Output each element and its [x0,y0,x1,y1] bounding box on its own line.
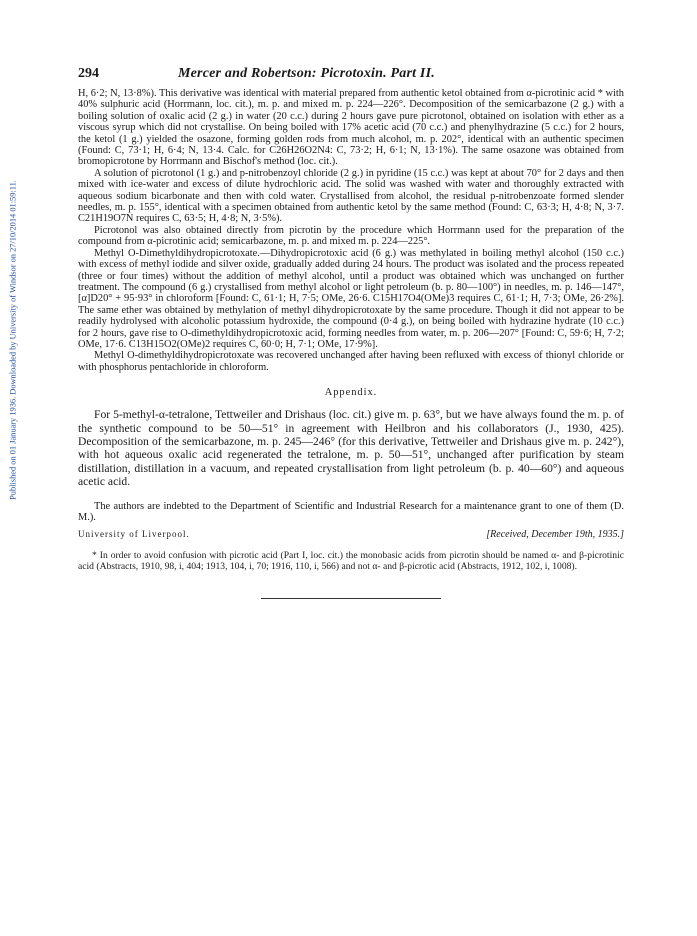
paragraph-methyl-ether: Methyl O-Dimethyldihydropicrotoxate.—Dihydropicrotoxic acid (6 g.) was methylated in boiling methyl alcohol (150 c.c.) with excess of methyl iodide and silver oxide, gradually added during 24 hours. The product was isolated and the process repeated (three or four times) without the addition of methyl alcohol, until a product was obtained which was unchanged on further treatment. The compound (6 g.) crystallised from methyl alcohol or light petroleum (b. p. 80—100°) in needles, m. p. 146—147°, [α]D20° + 95·93° in chloroform [Found: C, 61·1; H, 7·5; OMe, 26·6. C15H17O4(OMe)3 requires C, 61·1; H, 7·3; OMe, 26·2%]. The same ether was obtained by methylation of methyl dihydropicrotoxate by the same procedure. Though it did not appear to be readily hydrolysed with alcoholic potassium hydroxide, the compound (0·4 g.), on being boiled with hydrazine hydrate (10 c.c.) for 2 hours, gave rise to O-dimethyldihydropicrotoxic acid, forming needles from water, m. p. 206—207° [Found: C, 59·6; H, 7·2; OMe, 17·6. C13H15O2(OMe)2 requires C, 60·0; H, 7·1; OMe, 17·9%]. [78,247,624,350]
paragraph-nitrobenzoate: A solution of picrotonol (1 g.) and p-nitrobenzoyl chloride (2 g.) in pyridine (15 c.c.) was kept at about 70° for 2 days and then mixed with ice-water and excess of dilute hydrochloric acid. The solid was washed with water and thoroughly extracted with aqueous sodium bicarbonate and then with cold water. Crystallised from alcohol, the residual p-nitrobenzoate formed slender needles, m. p. 155°, identical with a specimen obtained from authentic ketol by the same method (Found: C, 63·3; H, 4·8; N, 3·7. C21H19O7N requires C, 63·5; H, 4·8; N, 3·5%). [78,167,624,225]
affiliation: University of Liverpool. [78,529,190,540]
paragraph-osazone: H, 6·2; N, 13·8%). This derivative was identical with material prepared from authentic ketol obtained from α-picrotinic acid * with 40% sulphuric acid (Horrmann, loc. cit.), m. p. and mixed m. p. 224—226°. Decomposition of the semicarbazone (2 g.) with a boiling solution of oxalic acid (2 g.) in water (20 c.c.) during 2 hours gave pure picrotonol, obtained on isolation with ether as a viscous syrup which did not crystallise. On being boiled with 17% acetic acid (70 c.c.) and phenylhydrazine (5 c.c.) for 2 hours, the ketol (1 g.) yielded the osazone, forming golden rods from much alcohol, m. p. 202°, identical with an authentic specimen (Found: C, 73·1; H, 6·4; N, 13·4. Calc. for C26H26O2N4: C, 73·2; H, 6·1; N, 13·1%). The same osazone was obtained from bromopicrotone by Horrmann and Bischof's method (loc. cit.). [78,88,624,168]
affiliation-line [78,529,624,540]
end-rule [261,598,441,599]
appendix-text: For 5-methyl-α-tetralone, Tettweiler and Drishaus (loc. cit.) give m. p. 63°, but we have always found the m. p. of the synthetic compound to be 50—51° in agreement with Heilbron and his collaborators (J., 1930, 425). Decomposition of the semicarbazone, m. p. 245—246° (for this derivative, Tettweiler and Drishaus give m. p. 242°), with hot aqueous oxalic acid regenerated the tetralone, m. p. 50—51°, unchanged after purification by steam distillation, distillation in a vacuum, and repeated crystallisation from light petroleum (b. p. 40—60°) and aqueous acetic acid. [78,408,624,489]
footnote: * In order to avoid confusion with picrotic acid (Part I, loc. cit.) the monobasic acids from picrotin should be named α- and β-picrotinic acid (Abstracts, 1910, 98, i, 404; 1913, 104, i, 70; 1916, 110, i, 566) and not α- and β-picrotic acid (Abstracts, 1912, 102, i, 1008). [78,550,624,573]
page-number: 294 [78,66,99,81]
paragraph-recovered: Methyl O-dimethyldihydropicrotoxate was recovered unchanged after having been refluxed with excess of thionyl chloride or with phosphorus pentachloride in chloroform. [78,350,624,373]
download-watermark-text: Published on 01 January 1936. Downloaded by University of Windsor on 27/10/2014 01:59:11. [8,180,18,500]
running-header [78,66,624,88]
appendix-heading: Appendix. [324,387,378,399]
received-date: [Received, December 19th, 1935.] [486,529,624,541]
journal-page [78,66,624,599]
download-watermark [6,100,20,580]
paragraph-picrotonol: Picrotonol was also obtained directly from picrotin by the procedure which Horrmann used for the preparation of the compound from α-picrotinic acid; semicarbazone, m. p. and mixed m. p. 224—225°. [78,224,624,248]
running-title: Mercer and Robertson: Picrotoxin. Part II. [178,66,435,81]
acknowledgement: The authors are indebted to the Department of Scientific and Industrial Research for a maintenance grant to one of them (D. M.). [78,500,624,523]
